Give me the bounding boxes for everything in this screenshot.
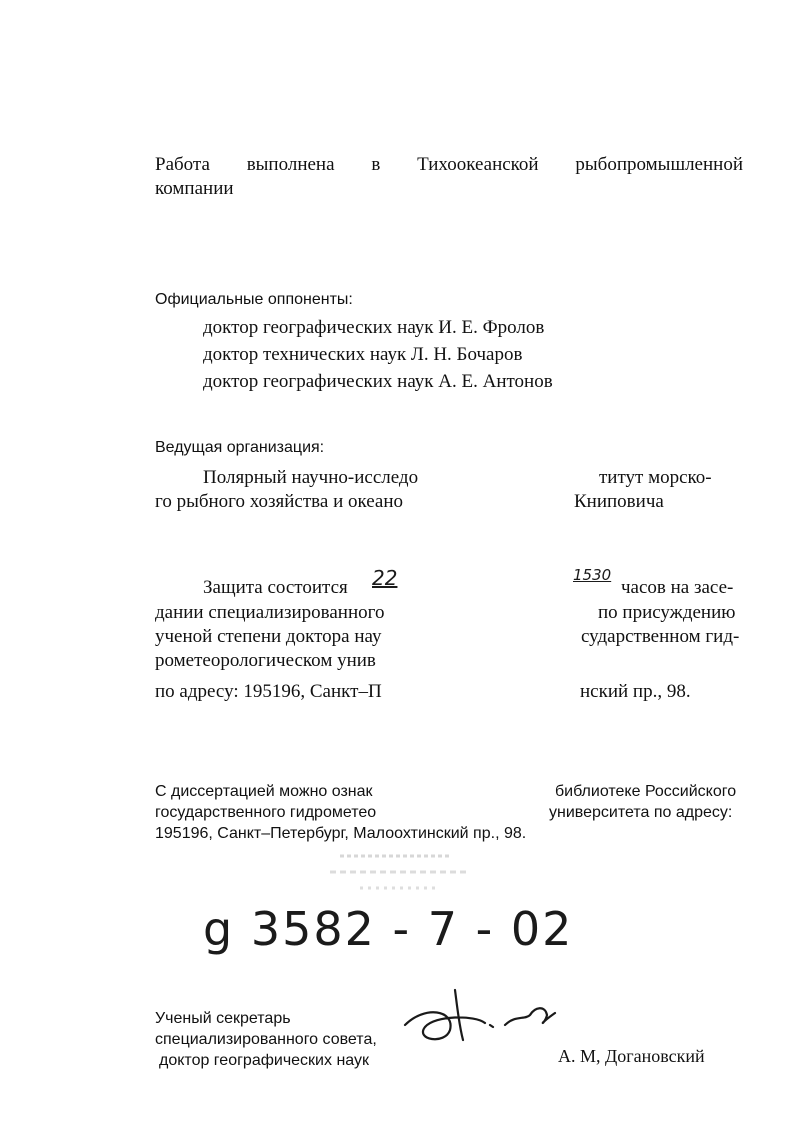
defense-line-2-b: по присуждению (598, 602, 736, 623)
handwritten-registration-number: g 3582 - 7 - 02 (203, 902, 574, 956)
secretary-line-3: доктор географических наук (159, 1052, 369, 1069)
handwritten-time: 1530 (573, 566, 612, 584)
secretary-block (155, 1008, 377, 1071)
work-done-block (155, 153, 743, 201)
defense-line-1-a: Защита состоится (203, 577, 348, 598)
stamp-marks-icon (330, 846, 490, 906)
opponent-item: доктор технических наук Л. Н. Бочаров (203, 344, 523, 365)
defense-line-4: рометеорологическом унив (155, 650, 376, 671)
secretary-line-1: Ученый секретарь (155, 1010, 291, 1027)
defense-address-a: по адресу: 195196, Санкт–П (155, 681, 382, 702)
lead-org-line-2-left: го рыбного хозяйства и океано (155, 491, 404, 512)
library-line-1-b: библиотеке Российского (555, 783, 737, 800)
defense-line-1-b: часов на засе- (621, 577, 734, 598)
opponent-item: доктор географических наук А. Е. Антонов (203, 371, 553, 392)
defense-line-3-b: сударственном гид- (581, 626, 740, 647)
opponents-list (203, 314, 553, 395)
defense-line-2-a: дании специализированного (155, 602, 385, 623)
opponents-heading: Официальные оппоненты: (155, 291, 353, 308)
defense-line-3-a: ученой степени доктора нау (155, 626, 382, 647)
secretary-name: А. М, Догановский (558, 1046, 705, 1066)
lead-org-line-1-left: Полярный научно-исследо (203, 467, 419, 488)
library-line-2-a: государственного гидрометео (155, 804, 377, 821)
library-line-3: 195196, Санкт–Петербург, Малоохтинский пр., 98. (155, 825, 527, 842)
signature-icon (395, 985, 575, 1055)
defense-address-b: нский пр., 98. (580, 681, 691, 702)
work-done-line-2: компании (155, 178, 234, 199)
library-line-2-b: университета по адресу: (549, 804, 733, 821)
faded-stamp (330, 846, 490, 906)
library-line-1-a: С диссертацией можно ознак (155, 783, 373, 800)
secretary-line-2: специализированного совета, (155, 1031, 377, 1048)
opponent-item: доктор географических наук И. Е. Фролов (203, 317, 545, 338)
lead-org-heading: Ведущая организация: (155, 439, 325, 456)
handwritten-day: 22 (372, 566, 398, 590)
work-done-line-1: Работа выполнена в Тихоокеанской рыбопромышленной (155, 154, 743, 175)
lead-org-line-1-right: титут морско- (599, 467, 712, 488)
lead-org-line-2-right: Книповича (574, 491, 664, 512)
